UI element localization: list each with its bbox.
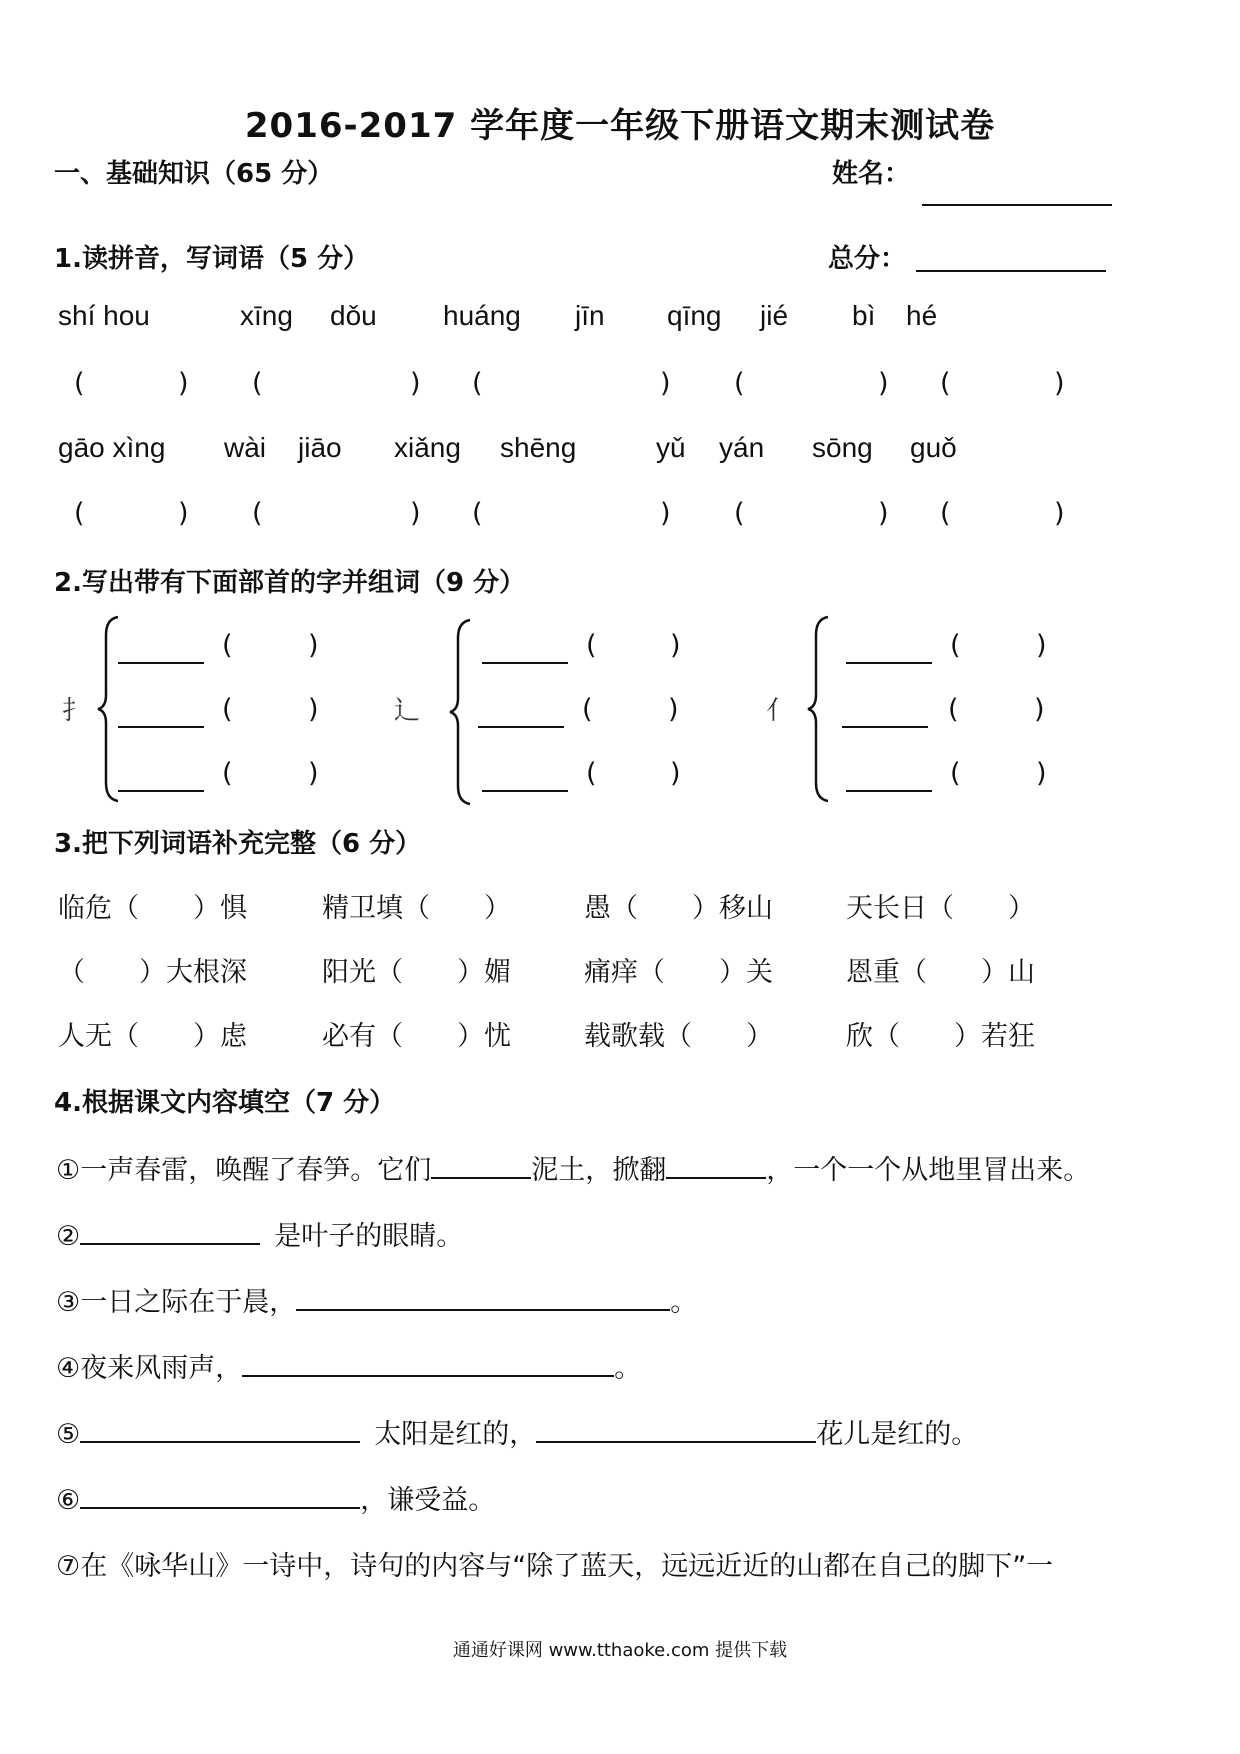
answer-paren-close: ) — [878, 498, 889, 529]
answer-paren-open: ( — [74, 368, 85, 399]
answer-blank[interactable] — [242, 1349, 614, 1377]
answer-blank[interactable] — [118, 790, 204, 792]
brace-icon — [96, 615, 120, 803]
answer-paren-open: ( — [940, 368, 951, 399]
radical: 亻 — [766, 696, 793, 726]
answer-paren-open: ( — [582, 694, 593, 725]
page-title: 2016-2017 学年度一年级下册语文期末测试卷 — [244, 106, 996, 146]
answer-paren-close: ) — [178, 498, 189, 529]
answer-paren-close: ) — [670, 758, 681, 789]
pinyin: xīng — [240, 300, 293, 331]
pinyin: wài — [224, 432, 267, 463]
answer-paren-close: ) — [308, 694, 319, 725]
answer-paren-open: ( — [74, 498, 85, 529]
answer-blank[interactable] — [842, 726, 928, 728]
q3-heading: 3.把下列词语补充完整（6 分） — [54, 829, 422, 859]
score-field[interactable] — [916, 270, 1106, 272]
answer-blank[interactable] — [296, 1283, 670, 1311]
answer-blank[interactable] — [118, 662, 204, 664]
pinyin: dǒu — [330, 300, 377, 331]
idiom-item: 临危（ ）惧 — [58, 893, 247, 924]
answer-blank[interactable] — [482, 790, 568, 792]
answer-paren-close: ) — [308, 630, 319, 661]
answer-paren-close: ) — [660, 368, 671, 399]
answer-paren-close: ) — [670, 630, 681, 661]
answer-paren-open: ( — [252, 368, 263, 399]
footer-text: 通通好课网 www.tthaoke.com 提供下载 — [452, 1640, 788, 1661]
pinyin: jīn — [575, 300, 605, 331]
answer-paren-open: ( — [586, 758, 597, 789]
brace-icon — [806, 615, 830, 803]
idiom-item: 载歌载（ ） — [584, 1021, 773, 1052]
answer-blank[interactable] — [666, 1151, 766, 1179]
answer-paren-close: ) — [308, 758, 319, 789]
answer-paren-close: ) — [1034, 694, 1045, 725]
fill-line-4: ④夜来风雨声， 。 — [56, 1346, 641, 1385]
answer-blank[interactable] — [846, 662, 932, 664]
answer-paren-open: ( — [950, 758, 961, 789]
answer-paren-open: ( — [252, 498, 263, 529]
answer-paren-open: ( — [222, 694, 233, 725]
answer-paren-close: ) — [668, 694, 679, 725]
section-heading: 一、基础知识（65 分） — [54, 159, 334, 189]
brace-icon — [448, 618, 472, 806]
pinyin: shí hou — [58, 300, 150, 331]
idiom-item: 痛痒（ ）关 — [584, 957, 773, 988]
q2-heading: 2.写出带有下面部首的字并组词（9 分） — [54, 568, 526, 598]
q1-heading: 1.读拼音，写词语（5 分） — [54, 244, 370, 274]
idiom-item: 必有（ ）忧 — [322, 1021, 511, 1052]
idiom-item: 人无（ ）虑 — [58, 1021, 247, 1052]
radical: 扌 — [62, 696, 89, 726]
idiom-item: 阳光（ ）媚 — [322, 957, 511, 988]
fill-line-2: ② 是叶子的眼睛。 — [56, 1214, 463, 1253]
pinyin: gāo xìng — [58, 432, 166, 463]
answer-blank[interactable] — [478, 726, 564, 728]
answer-paren-open: ( — [472, 498, 483, 529]
name-label: 姓名： — [832, 159, 911, 189]
fill-line-5: ⑤ 太阳是红的， 花儿是红的。 — [56, 1412, 978, 1451]
answer-paren-open: ( — [734, 498, 745, 529]
pinyin: yán — [719, 432, 765, 463]
idiom-item: 愚（ ）移山 — [584, 893, 773, 924]
pinyin: yǔ — [656, 432, 686, 463]
answer-paren-close: ) — [178, 368, 189, 399]
answer-paren-open: ( — [222, 630, 233, 661]
answer-paren-open: ( — [472, 368, 483, 399]
answer-paren-close: ) — [1036, 758, 1047, 789]
answer-paren-close: ) — [1054, 368, 1065, 399]
q4-heading: 4.根据课文内容填空（7 分） — [54, 1088, 396, 1118]
answer-paren-close: ) — [878, 368, 889, 399]
answer-paren-open: ( — [940, 498, 951, 529]
radical: 辶 — [394, 696, 421, 726]
answer-paren-close: ) — [410, 498, 421, 529]
pinyin: jiāo — [298, 432, 342, 463]
pinyin: sōng — [812, 432, 873, 463]
answer-paren-close: ) — [410, 368, 421, 399]
score-label: 总分： — [828, 244, 907, 274]
answer-paren-close: ) — [1054, 498, 1065, 529]
answer-paren-open: ( — [948, 694, 959, 725]
answer-blank[interactable] — [80, 1415, 360, 1443]
answer-paren-open: ( — [734, 368, 745, 399]
pinyin: guǒ — [910, 432, 957, 463]
answer-paren-open: ( — [222, 758, 233, 789]
pinyin: xiǎng — [394, 432, 461, 463]
answer-paren-open: ( — [586, 630, 597, 661]
answer-blank[interactable] — [431, 1151, 531, 1179]
pinyin: huáng — [443, 300, 521, 331]
idiom-item: 欣（ ）若狂 — [846, 1021, 1035, 1052]
fill-line-6: ⑥ ，谦受益。 — [56, 1478, 495, 1517]
answer-blank[interactable] — [536, 1415, 816, 1443]
pinyin: hé — [906, 300, 938, 331]
answer-blank[interactable] — [482, 662, 568, 664]
answer-paren-open: ( — [950, 630, 961, 661]
fill-line-3: ③一日之际在于晨， 。 — [56, 1280, 697, 1319]
answer-blank[interactable] — [118, 726, 204, 728]
fill-line-1: ①一声春雷，唤醒了春笋。它们 泥土，掀翻 ，一个一个从地里冒出来。 — [56, 1148, 1090, 1187]
pinyin: shēng — [500, 432, 577, 463]
answer-paren-close: ) — [1036, 630, 1047, 661]
pinyin: jié — [760, 300, 789, 331]
name-field[interactable] — [922, 204, 1112, 206]
pinyin: qīng — [667, 300, 722, 331]
answer-blank[interactable] — [80, 1481, 360, 1509]
answer-paren-close: ) — [660, 498, 671, 529]
fill-line-7: ⑦在《咏华山》一诗中，诗句的内容与“除了蓝天，远远近近的山都在自己的脚下”一 — [56, 1551, 1054, 1582]
idiom-item: （ ）大根深 — [58, 957, 247, 988]
pinyin: bì — [852, 300, 876, 331]
idiom-item: 天长日（ ） — [846, 893, 1035, 924]
idiom-item: 恩重（ ）山 — [846, 957, 1035, 988]
answer-blank[interactable] — [846, 790, 932, 792]
idiom-item: 精卫填（ ） — [322, 893, 511, 924]
answer-blank[interactable] — [80, 1217, 260, 1245]
